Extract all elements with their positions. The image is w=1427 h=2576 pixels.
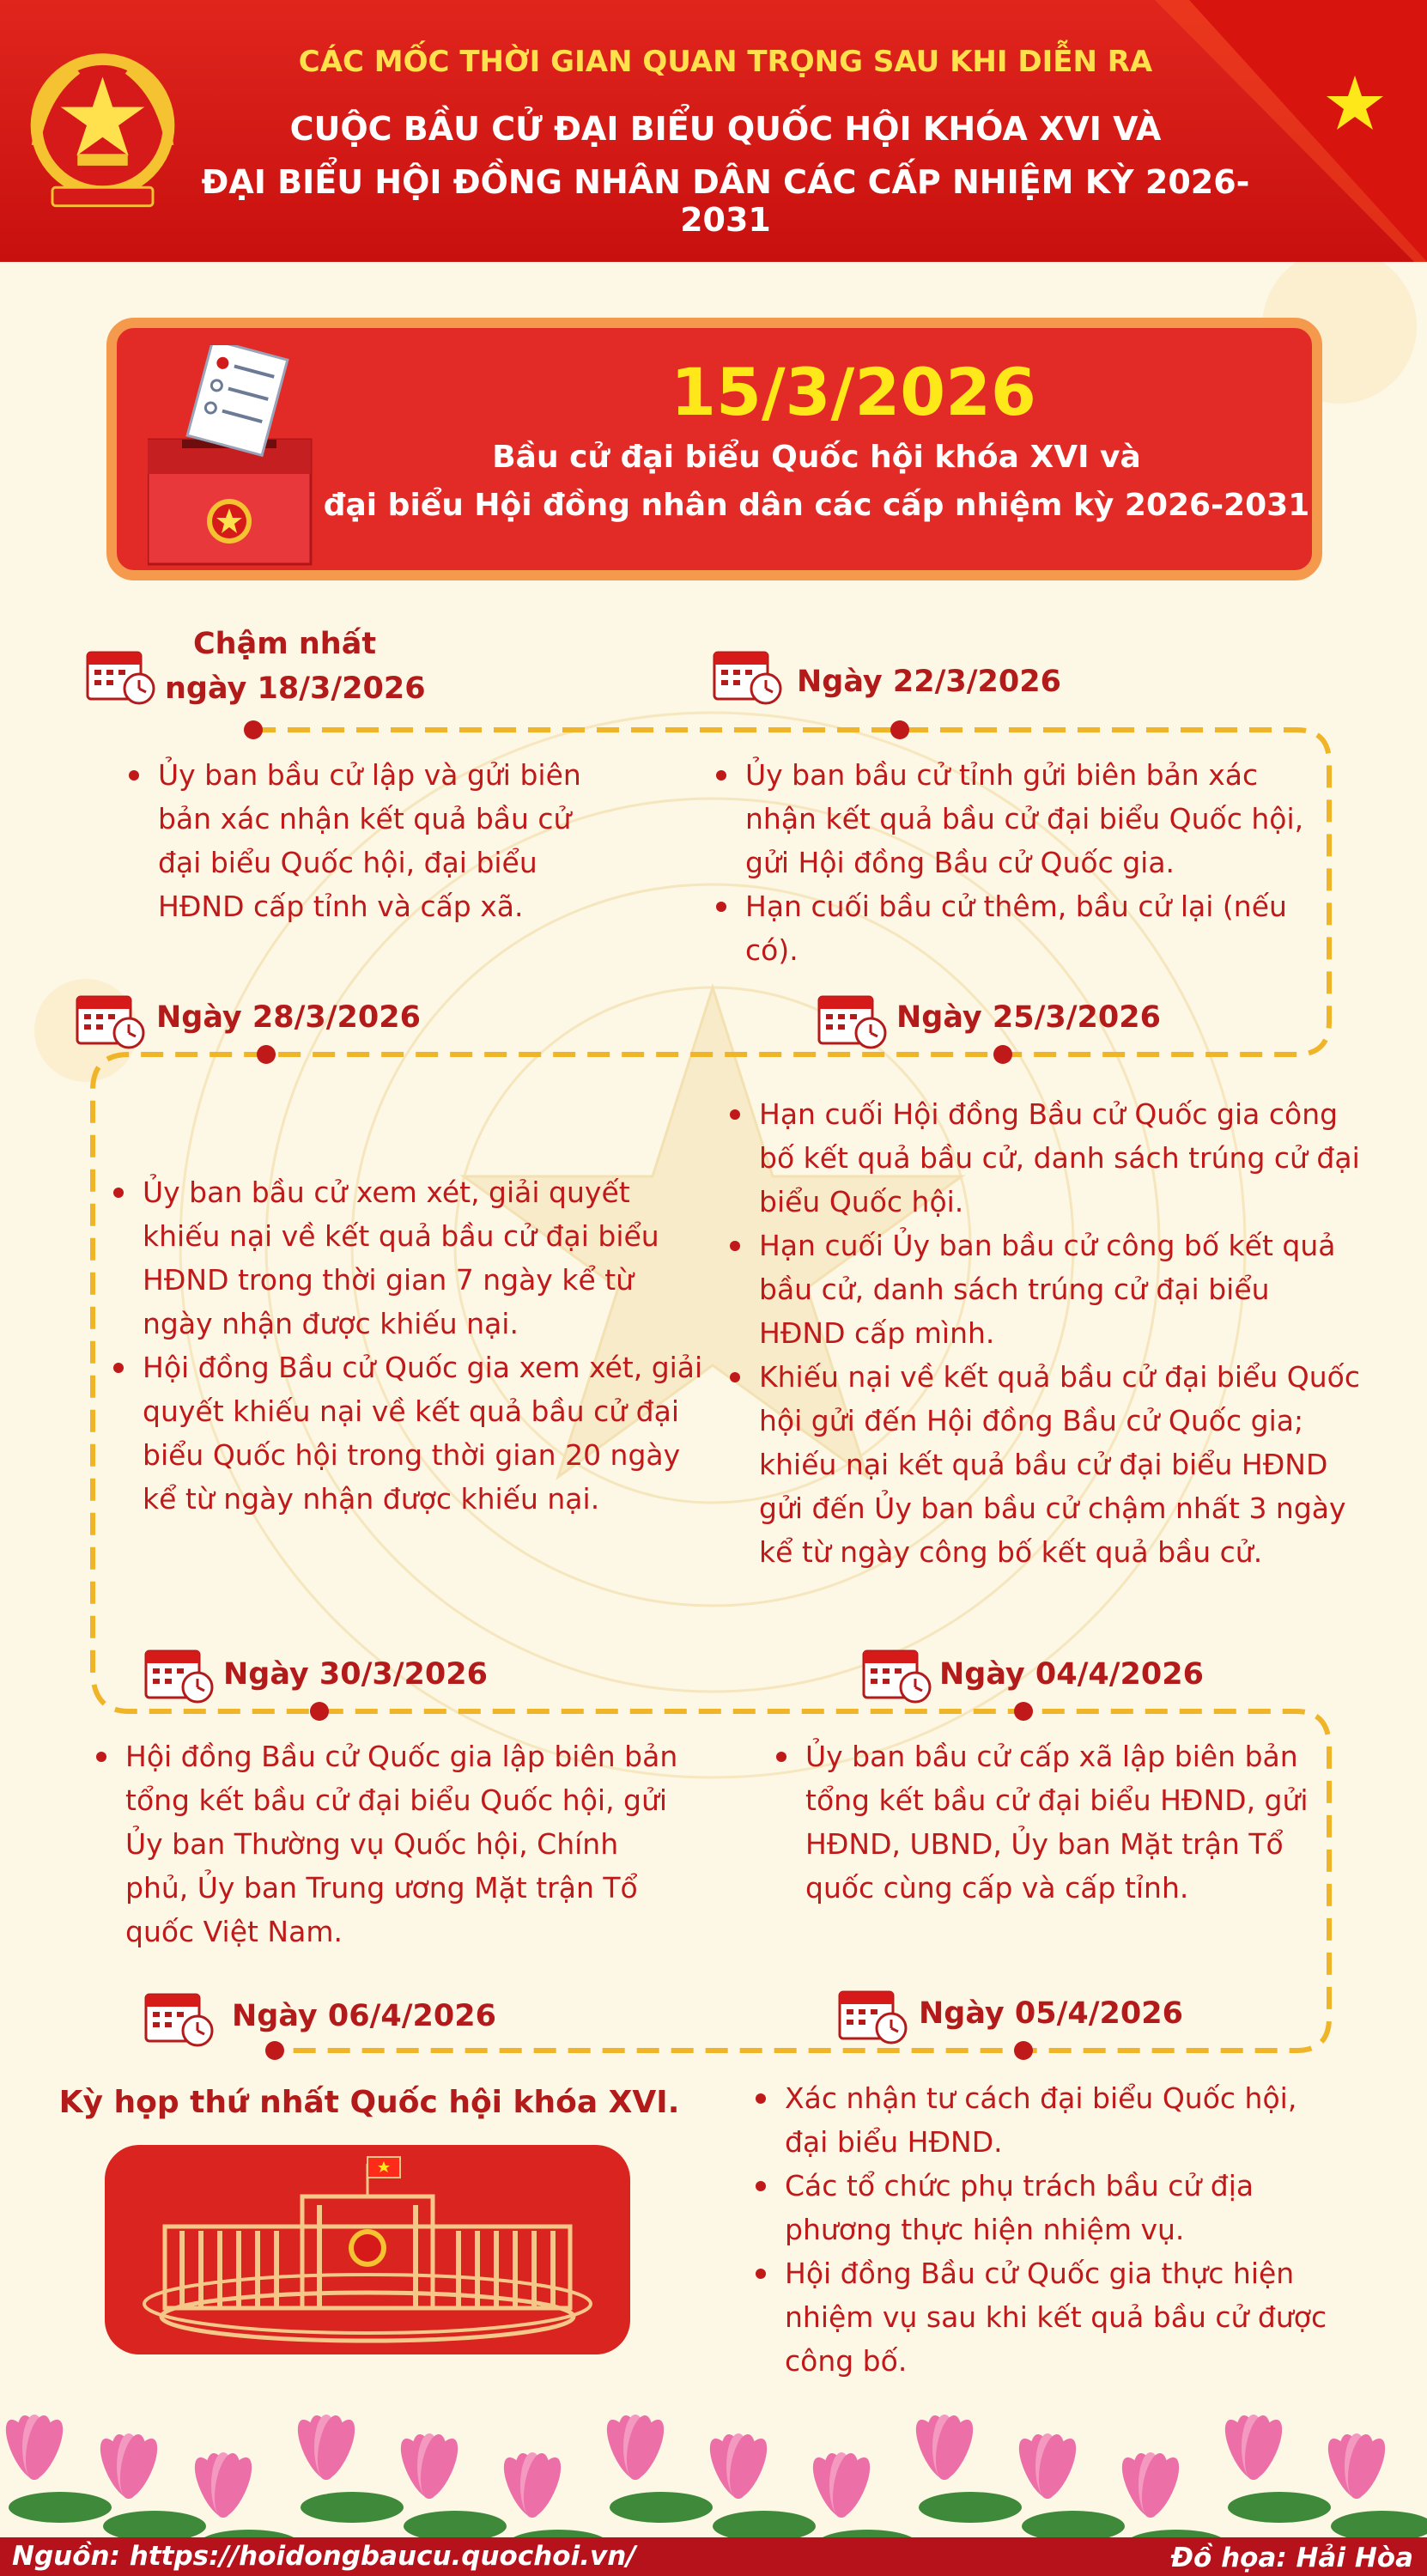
calendar-icon xyxy=(86,646,158,706)
milestone-6-date: Ngày 04/4/2026 xyxy=(939,1657,1204,1692)
list-item: Ủy ban bầu cử lập và gửi biên bản xác nhận kết quả bầu cử đại biểu Quốc hội, đại biểu HĐND cấp tỉnh và cấp xã. xyxy=(127,753,616,928)
ballot-box-icon xyxy=(148,345,337,568)
calendar-icon xyxy=(838,1985,910,2045)
milestone-5-list xyxy=(94,1735,687,1953)
header-banner xyxy=(0,0,1427,262)
lotus-leaf xyxy=(9,2492,112,2523)
milestone-1-date-line1: Chậm nhất xyxy=(193,627,377,661)
election-description-line2: đại biểu Hội đồng nhân dân các cấp nhiệm kỳ 2026-2031 xyxy=(323,488,1310,523)
lotus-leaf xyxy=(610,2492,713,2523)
milestone-2-list xyxy=(714,753,1333,972)
vietnam-flag-corner-icon xyxy=(1155,0,1427,262)
milestone-3-list xyxy=(728,1092,1363,1574)
milestone-1-list xyxy=(127,753,616,928)
calendar-icon xyxy=(713,646,785,706)
list-item: Ủy ban bầu cử tỉnh gửi biên bản xác nhận kết quả bầu cử đại biểu Quốc hội, gửi Hội đồng Bầu cử Quốc gia. xyxy=(714,753,1333,884)
election-date: 15/3/2026 xyxy=(671,354,1036,430)
list-item: Hạn cuối Hội đồng Bầu cử Quốc gia công bố kết quả bầu cử, danh sách trúng cử đại biểu Quốc hội. xyxy=(728,1092,1363,1224)
milestone-6-list xyxy=(774,1735,1341,1910)
header-title-line2: CUỘC BẦU CỬ ĐẠI BIỂU QUỐC HỘI KHÓA XVI VÀ xyxy=(289,110,1162,148)
lotus-leaf xyxy=(301,2492,404,2523)
list-item: Hội đồng Bầu cử Quốc gia lập biên bản tổng kết bầu cử đại biểu Quốc hội, gửi Ủy ban Thường vụ Quốc hội, Chính phủ, Ủy ban Trung ương Mặt trận Tổ quốc Việt Nam. xyxy=(94,1735,687,1953)
election-description-line1: Bầu cử đại biểu Quốc hội khóa XVI và xyxy=(492,440,1141,475)
list-item: Hội đồng Bầu cử Quốc gia xem xét, giải quyết khiếu nại về kết quả bầu cử đại biểu Quốc hội trong thời gian 20 ngày kể từ ngày nhận được khiếu nại. xyxy=(112,1346,713,1521)
calendar-icon xyxy=(144,1988,216,2048)
graphic-credit: Đồ họa: Hải Hòa xyxy=(1170,2543,1413,2573)
national-assembly-card xyxy=(105,2145,630,2354)
milestone-2-date: Ngày 22/3/2026 xyxy=(797,665,1061,699)
list-item: Xác nhận tư cách đại biểu Quốc hội, đại biểu HĐND. xyxy=(754,2076,1346,2164)
calendar-icon xyxy=(144,1644,216,1704)
header-title-line1: CÁC MỐC THỜI GIAN QUAN TRỌNG SAU KHI DIỄN RA xyxy=(298,45,1153,79)
milestone-4-date: Ngày 28/3/2026 xyxy=(156,1000,421,1035)
lotus-flowers-decoration xyxy=(0,2387,1427,2542)
source-credit: Nguồn: https://hoidongbaucu.quochoi.vn/ xyxy=(12,2541,636,2572)
milestone-7-date: Ngày 05/4/2026 xyxy=(919,1996,1183,2031)
first-session-title: Kỳ họp thứ nhất Quốc hội khóa XVI. xyxy=(58,2085,680,2120)
list-item: Các tổ chức phụ trách bầu cử địa phương thực hiện nhiệm vụ. xyxy=(754,2164,1346,2251)
list-item: Hạn cuối bầu cử thêm, bầu cử lại (nếu có). xyxy=(714,884,1333,972)
calendar-icon xyxy=(817,990,890,1050)
list-item: Khiếu nại về kết quả bầu cử đại biểu Quốc hội gửi đến Hội đồng Bầu cử Quốc gia; khiếu nại kết quả bầu cử đại biểu HĐND gửi đến Ủy ban bầu cử chậm nhất 3 ngày kể từ ngày công bố kết quả bầu cử. xyxy=(728,1355,1363,1574)
calendar-icon xyxy=(862,1644,934,1704)
lotus-leaf xyxy=(919,2492,1022,2523)
lotus-leaf xyxy=(1228,2492,1331,2523)
milestone-5-date: Ngày 30/3/2026 xyxy=(223,1657,488,1692)
footer-bar xyxy=(0,2537,1427,2576)
calendar-icon xyxy=(76,990,148,1050)
header-title-line3: ĐẠI BIỂU HỘI ĐỒNG NHÂN DÂN CÁC CẤP NHIỆM KỲ 2026-2031 xyxy=(201,163,1250,239)
national-emblem-icon xyxy=(19,43,186,215)
milestone-7-list xyxy=(754,2076,1346,2383)
milestone-8-date: Ngày 06/4/2026 xyxy=(232,1999,496,2033)
list-item: Ủy ban bầu cử xem xét, giải quyết khiếu nại về kết quả bầu cử đại biểu HĐND trong thời gian 7 ngày kể từ ngày nhận được khiếu nại. xyxy=(112,1170,713,1346)
list-item: Ủy ban bầu cử cấp xã lập biên bản tổng kết bầu cử đại biểu HĐND, gửi HĐND, UBND, Ủy ban Mặt trận Tổ quốc cùng cấp và cấp tỉnh. xyxy=(774,1735,1341,1910)
milestone-4-list xyxy=(112,1170,713,1521)
election-day-card xyxy=(106,318,1322,580)
milestone-1-date-line2: ngày 18/3/2026 xyxy=(165,671,426,706)
milestone-3-date: Ngày 25/3/2026 xyxy=(896,1000,1161,1035)
national-assembly-building-icon xyxy=(105,2145,630,2354)
list-item: Hạn cuối Ủy ban bầu cử công bố kết quả bầu cử, danh sách trúng cử đại biểu HĐND cấp mình. xyxy=(728,1224,1363,1355)
list-item: Hội đồng Bầu cử Quốc gia thực hiện nhiệm vụ sau khi kết quả bầu cử được công bố. xyxy=(754,2251,1346,2383)
